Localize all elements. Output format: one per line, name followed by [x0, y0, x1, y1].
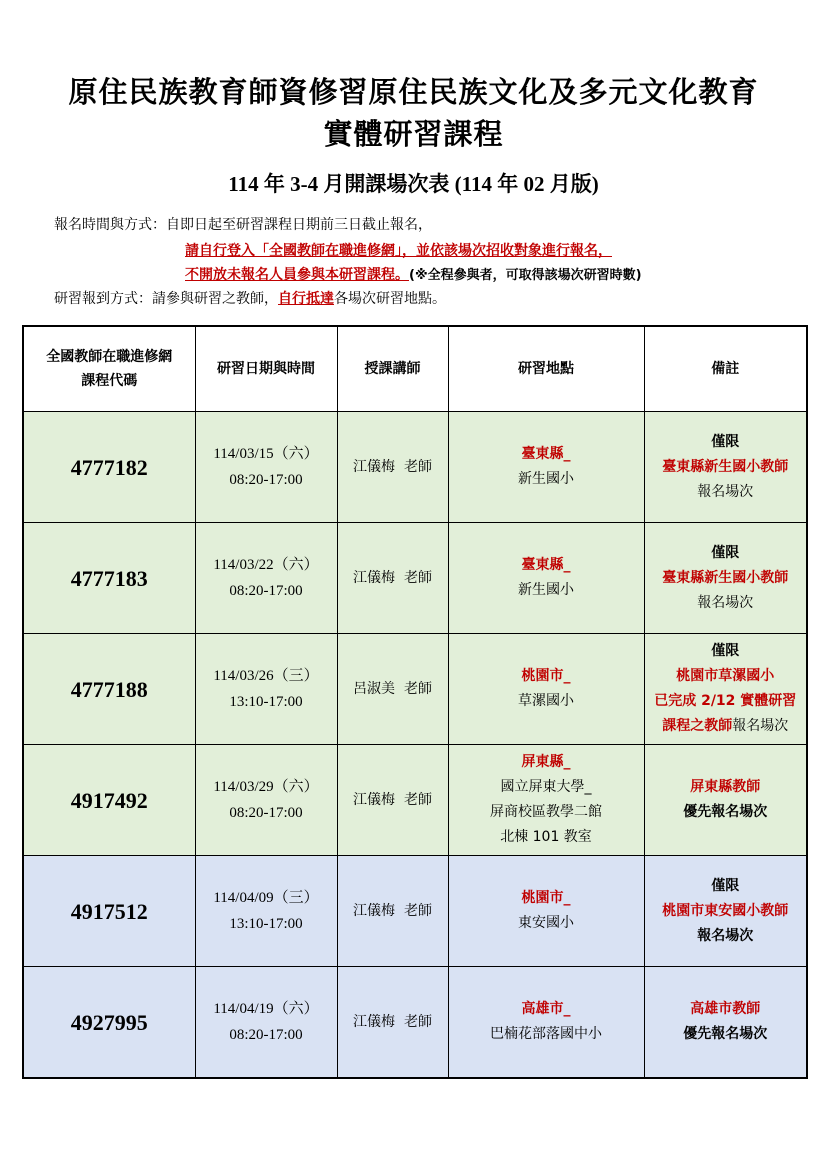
- note-line: 報名場次: [697, 483, 754, 500]
- course-teacher: 江儀梅 老師: [337, 745, 448, 856]
- note-line: 報名場次: [697, 594, 754, 611]
- course-date-time: [195, 523, 337, 634]
- course-code: 4777188: [23, 634, 195, 745]
- course-teacher: 江儀梅 老師: [337, 967, 448, 1079]
- course-time: 08:20-17:00: [229, 1027, 303, 1043]
- table-row: [23, 634, 807, 745]
- note-line: 桃園市東安國小教師: [662, 902, 789, 919]
- location-detail: 新生國小: [518, 582, 574, 598]
- course-teacher: 呂淑美 老師: [337, 634, 448, 745]
- course-note: [644, 967, 807, 1079]
- course-date-time: [195, 745, 337, 856]
- note-line: 僅限: [711, 433, 740, 450]
- registration-note: (※全程參與者，可取得該場次研習時數): [409, 268, 642, 283]
- location-detail: 草漯國小: [518, 693, 574, 709]
- course-note: [644, 634, 807, 745]
- note-line: 僅限: [711, 643, 740, 659]
- course-date: 114/03/29（六）: [213, 779, 319, 795]
- course-note: [644, 412, 807, 523]
- table-row: [23, 523, 807, 634]
- course-date-time: [195, 634, 337, 745]
- header-note: 備註: [644, 326, 807, 412]
- location-detail: 東安國小: [518, 915, 574, 931]
- document-subtitle: 114 年 3-4 月開課場次表 (114 年 02 月版): [228, 172, 599, 196]
- note-highlight: 課程之教師: [662, 718, 733, 734]
- document-title-line1: 原住民族教育師資修習原住民族文化及多元文化教育: [68, 75, 759, 109]
- header-course-code: [23, 326, 195, 412]
- header-course-code-line1: 全國教師在職進修網: [46, 349, 173, 365]
- course-location: [448, 523, 644, 634]
- course-time: 13:10-17:00: [229, 916, 303, 932]
- note-line: 優先報名場次: [683, 1026, 768, 1042]
- course-time: 08:20-17:00: [229, 583, 303, 599]
- note-line: 優先報名場次: [683, 804, 768, 820]
- location-detail: 北棟 101 教室: [500, 829, 592, 845]
- course-time: 08:20-17:00: [229, 472, 303, 488]
- course-code: 4777182: [23, 412, 195, 523]
- course-date-time: [195, 412, 337, 523]
- note-line: 臺東縣新生國小教師: [662, 569, 789, 586]
- course-location: [448, 856, 644, 967]
- course-time: 08:20-17:00: [229, 805, 303, 821]
- course-teacher: 江儀梅 老師: [337, 523, 448, 634]
- registration-info-line2: [185, 240, 612, 262]
- header-teacher: 授課講師: [337, 326, 448, 412]
- location-detail: 巴楠花部落國中小: [490, 1026, 602, 1042]
- table-header-row: [23, 326, 807, 412]
- checkin-info-suffix: 各場次研習地點。: [334, 291, 446, 307]
- note-line: 僅限: [711, 877, 740, 894]
- course-teacher: 江儀梅 老師: [337, 412, 448, 523]
- location-region: 高雄市_: [521, 1001, 571, 1017]
- course-date: 114/03/15（六）: [213, 446, 319, 462]
- registration-instruction: 請自行登入「全國教師在職進修網」，並依該場次招收對象進行報名，: [185, 243, 612, 259]
- location-detail: 國立屏東大學_: [500, 779, 592, 795]
- course-location: [448, 967, 644, 1079]
- registration-restriction: 不開放未報名人員參與本研習課程。: [185, 267, 409, 283]
- course-teacher: 江儀梅 老師: [337, 856, 448, 967]
- course-location: [448, 634, 644, 745]
- location-detail: 新生國小: [518, 471, 574, 487]
- header-date: 研習日期與時間: [195, 326, 337, 412]
- course-date: 114/03/26（三）: [213, 668, 319, 684]
- checkin-highlight: 自行抵達: [278, 291, 334, 307]
- course-location: [448, 412, 644, 523]
- note-line: 屏東縣教師: [690, 779, 761, 795]
- course-time: 13:10-17:00: [229, 694, 303, 710]
- registration-info-line3: [185, 264, 642, 287]
- location-region: 臺東縣_: [521, 446, 571, 462]
- table-row: [23, 745, 807, 856]
- checkin-info-prefix: 研習報到方式：請參與研習之教師，: [54, 291, 278, 307]
- course-date-time: [195, 856, 337, 967]
- location-detail: 屏商校區教學二館: [490, 804, 602, 820]
- note-line: 高雄市教師: [690, 1001, 761, 1017]
- registration-info-line1: 報名時間與方式：自即日起至研習課程日期前三日截止報名，: [54, 217, 432, 233]
- table-row: [23, 967, 807, 1079]
- document-title-line2: 實體研習課程: [323, 117, 504, 151]
- course-code: 4777183: [23, 523, 195, 634]
- header-location: 研習地點: [448, 326, 644, 412]
- course-note: [644, 523, 807, 634]
- note-line: 桃園市草漯國小: [676, 668, 775, 684]
- note-line: 臺東縣新生國小教師: [662, 458, 789, 475]
- course-date: 114/04/09（三）: [213, 890, 319, 906]
- note-line: 報名場次: [697, 927, 754, 944]
- course-code: 4917492: [23, 745, 195, 856]
- table-row: [23, 412, 807, 523]
- course-note: [644, 856, 807, 967]
- course-date: 114/04/19（六）: [213, 1001, 319, 1017]
- course-code: 4927995: [23, 967, 195, 1079]
- course-location: [448, 745, 644, 856]
- course-schedule-table: [22, 325, 808, 1079]
- course-date-time: [195, 967, 337, 1079]
- location-region: 桃園市_: [521, 890, 571, 906]
- note-line: 已完成 2/12 實體研習: [654, 693, 797, 709]
- checkin-info: [54, 288, 446, 310]
- location-region: 臺東縣_: [521, 557, 571, 573]
- header-course-code-line2: 課程代碼: [81, 373, 138, 389]
- note-line: [647, 714, 805, 739]
- location-region: 屏東縣_: [521, 754, 571, 770]
- course-date: 114/03/22（六）: [213, 557, 319, 573]
- note-text: 報名場次: [732, 718, 789, 734]
- note-line: 僅限: [711, 544, 740, 561]
- course-code: 4917512: [23, 856, 195, 967]
- location-region: 桃園市_: [521, 668, 571, 684]
- course-note: [644, 745, 807, 856]
- table-row: [23, 856, 807, 967]
